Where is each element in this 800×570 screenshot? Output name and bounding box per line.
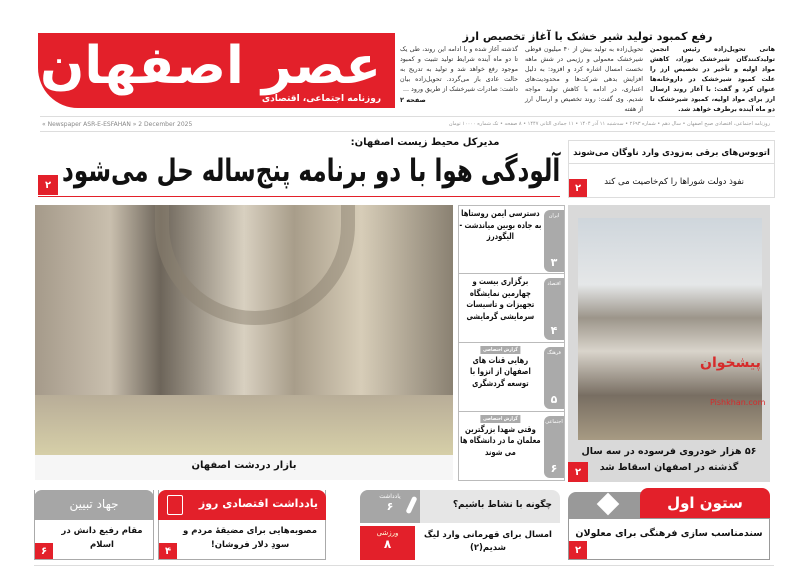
- yaddasht-item[interactable]: [360, 490, 560, 523]
- page-number: ۵: [550, 393, 558, 406]
- page-badge[interactable]: ۲: [569, 179, 587, 197]
- page-number: ۶: [386, 500, 394, 513]
- yaddasht-text: چگونه با نشاط باشیم؟: [452, 500, 552, 510]
- varzeshi-label: ورزشی: [376, 529, 399, 537]
- page-number: ۳: [550, 256, 558, 269]
- divider: [569, 163, 774, 164]
- varzeshi-item[interactable]: [360, 526, 560, 560]
- lead-column: هانی تحویل‌زاده رئیس انجمن تولیدکنندگان شیرخشک نوزاد، کاهش مواد اولیه و تأخیر در تخصیص ارز را علت کمبود شیرخشک در داروخانه‌ها عنوان کرد و گفت: با آغاز روند ارسال ارز برای مواد اولیه، کمبود شیرخشک تا دو ماه آینده برطرف خواهد شد.: [650, 46, 775, 113]
- top-right-box: [568, 140, 775, 198]
- side-item-text: رهایی قنات های اصفهان از انزوا با توسعه گردشگری: [470, 355, 531, 389]
- sotoon-title: ستون اول: [640, 488, 770, 518]
- lead-headline[interactable]: رفع کمبود تولید شیر خشک با آغاز تخصیص ارز: [462, 30, 713, 43]
- section-label: اجتماعی: [545, 419, 563, 425]
- page-number: ۴: [550, 324, 558, 337]
- tagline: روزنامه اجتماعی، اقتصادی: [261, 94, 381, 104]
- news-line[interactable]: نفوذ دولت شوراها را کم‌خاصیت می کند: [604, 177, 744, 187]
- english-date-strip: « Newspaper ASR-E-ESFAHAN » 2 December 2025: [42, 121, 193, 128]
- side-item[interactable]: [458, 412, 565, 481]
- side-item-text: برگزاری بیست و چهارمین نمایشگاه تجهیزات و تاسیسات سرمایشی گرمایشی: [466, 277, 535, 322]
- main-headline[interactable]: آلودگی هوا با دو برنامه پنج‌ساله حل می‌شود: [62, 153, 561, 189]
- report-badge: گزارش اختصاصی: [481, 415, 520, 423]
- side-item-text: دسترسی ایمن روستاها به جاده بوبین میاندشت - الیگودرز: [459, 209, 542, 242]
- varzeshi-tab: [360, 526, 415, 560]
- section-label: فرهنگ: [547, 350, 561, 356]
- report-badge: گزارش اختصاصی: [481, 346, 520, 354]
- persian-date-strip: روزنامه اجتماعی، اقتصادی صبح اصفهان • سال دهم • شماره ۲۶۹۳ • سه‌شنبه ۱۱ آذر ۱۴۰۴ • ۱۱ جمادی الثانی ۱۴۴۷ • ۸ صفحه • تک شماره ۱۰۰۰۰ تومان: [448, 121, 770, 127]
- watermark-url: Pishkhan.com: [710, 398, 766, 407]
- yaddasht-tab: [360, 490, 420, 523]
- bazaar-photo: [35, 205, 453, 455]
- section-label: ایران: [548, 213, 560, 219]
- divider: [38, 196, 560, 197]
- page-badge: ۲: [569, 541, 587, 559]
- page-badge[interactable]: ۲: [38, 175, 58, 195]
- side-item[interactable]: [458, 205, 565, 274]
- page-number: ۶: [550, 462, 558, 475]
- sotoon-aval[interactable]: [568, 488, 770, 560]
- lead-column: گذشته آغاز شده و با ادامه این روند، طی یک تا دو ماه آینده شرایط تولید تثبیت و کمبود موجود رفع خواهد شد و تولید به تدریج به حالت عادی باز می‌گردد. تحویل‌زاده بیان داشت: صادرات شیرخشک از طریق ورود ...: [400, 46, 518, 93]
- divider: [40, 131, 775, 132]
- notepad-chart-icon: [167, 495, 183, 515]
- lead-page-ref[interactable]: صفحه ۲: [400, 96, 426, 104]
- main-kicker: مدیرکل محیط زیست اصفهان:: [350, 137, 500, 148]
- economic-note-title: یادداشت اقتصادی روز: [158, 490, 326, 520]
- news-line[interactable]: اتوبوس‌های برقی به‌زودی وارد ناوگان می‌شوند: [573, 148, 770, 158]
- watermark: پیشخوان: [700, 355, 761, 371]
- side-item[interactable]: [458, 343, 565, 412]
- jahad-text: مقام رفیع دانش در اسلام: [61, 526, 143, 550]
- section-label: اقتصاد: [547, 281, 561, 287]
- divider: [40, 116, 775, 117]
- jahad-tabyin[interactable]: [34, 490, 154, 560]
- yaddasht-label: یادداشت: [379, 493, 401, 500]
- section-tab: [544, 278, 564, 340]
- sotoon-text: سندمناسب سازی فرهنگی برای معلولان: [568, 518, 770, 560]
- photo-caption: بازار دردشت اصفهان: [35, 455, 453, 480]
- section-tab: [544, 210, 564, 272]
- page-badge: ۴: [159, 543, 177, 559]
- page-badge[interactable]: ۲: [568, 462, 588, 482]
- varzeshi-text: امسال برای قهرمانی وارد لیگ شدیم(۲): [424, 530, 552, 553]
- section-tab: [544, 347, 564, 409]
- economic-note-text: مصوبه‌هایی برای مضیقهٔ مردم و سودِ دلار فروشان!: [182, 526, 318, 550]
- lead-column: تحویل‌زاده به تولید بیش از ۴۰ میلیون قوطی شیرخشک معمولی و رژیمی در شش ماهه نخست امسال اشاره کرد و افزود: به دلیل افزایش بدهی شرکت‌ها و محدودیت‌های اعتباری، در ادامه با کاهش تولید مواجه شدیم. وی گفت: روند تخصیص و ارسال ارز از هفته: [525, 46, 643, 113]
- masthead: [38, 33, 395, 108]
- main-headline-box: [62, 150, 560, 194]
- jahad-title: جهاد تبیین: [34, 490, 154, 520]
- divider: [34, 565, 774, 566]
- page-badge: ۶: [35, 543, 53, 559]
- side-item-content: [459, 344, 542, 390]
- economic-note[interactable]: [158, 490, 326, 560]
- pen-nib-icon: [568, 492, 648, 518]
- right-photo-caption[interactable]: ۵۶ هزار خودروی فرسوده در سه سال گذشته در اصفهان اسقاط شد: [568, 440, 770, 482]
- side-item-content: [459, 413, 542, 459]
- page-number: ۸: [383, 537, 392, 551]
- section-tab: [544, 416, 564, 478]
- side-item-text: وقتی شهدا بزرگترین معلمان ما در دانشگاه ها می شوند: [460, 424, 541, 458]
- logo: عصر اصفهان: [40, 36, 381, 96]
- side-item[interactable]: [458, 274, 565, 343]
